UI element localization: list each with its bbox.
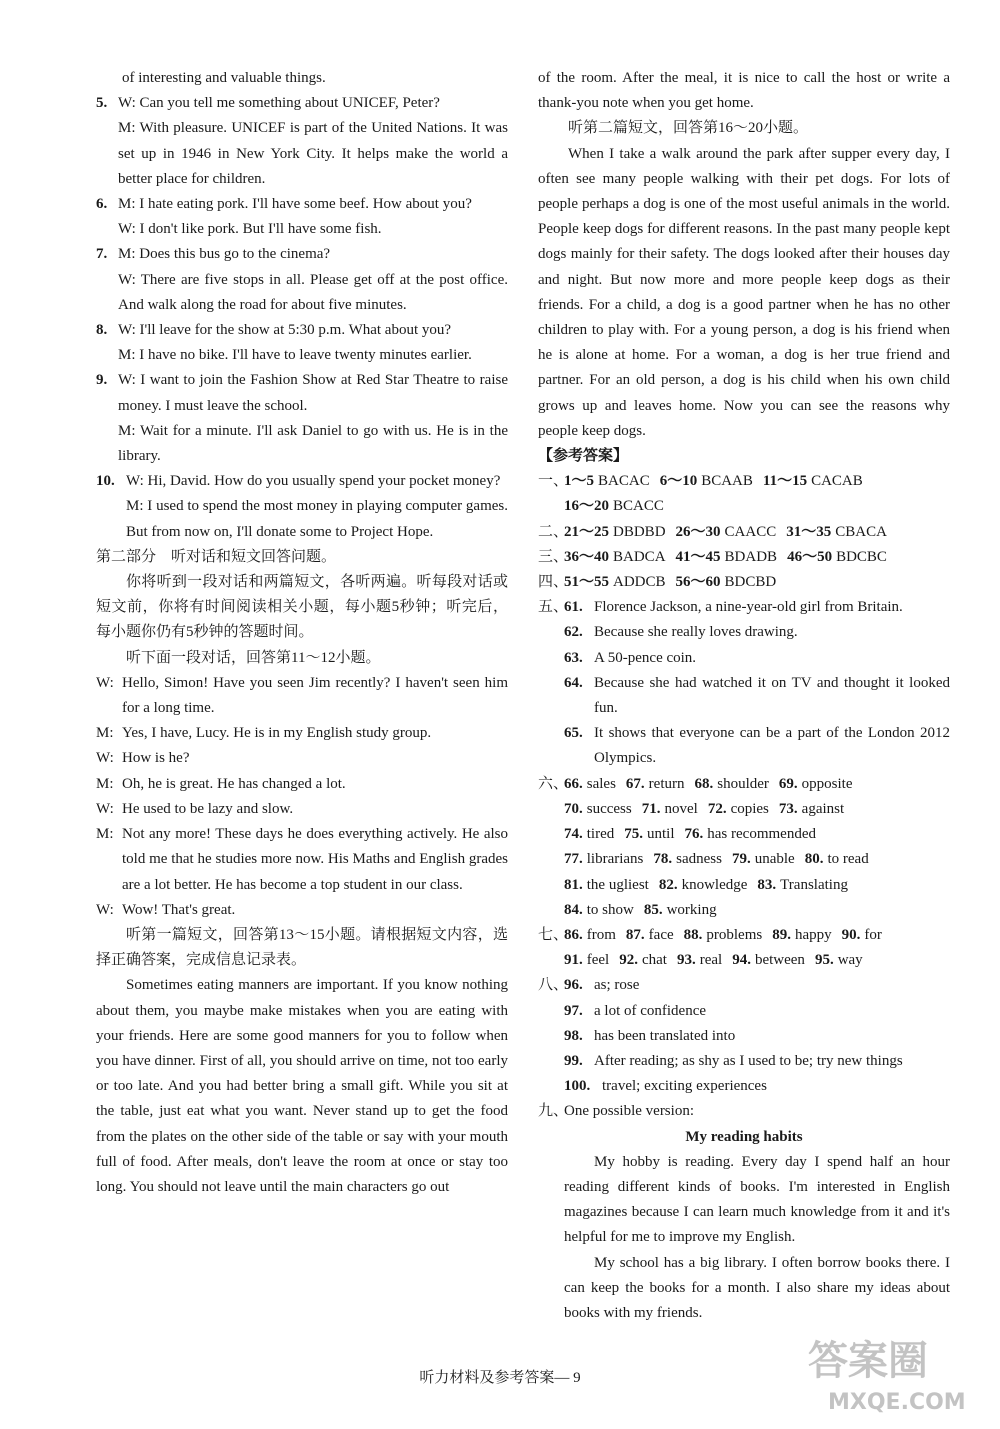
answer-text: working (666, 901, 717, 918)
essay-paragraph: My hobby is reading. Every day I spend half an hour reading different kinds of books. I'm interested in English magazines because I can learn much knowledge from it and it's helpful for me to improve my English. (564, 1153, 950, 1246)
answer-text: happy (794, 926, 832, 943)
answer-group (564, 545, 666, 570)
item-number: 62. (564, 624, 583, 641)
item-number: 72. (707, 800, 727, 817)
answer-text: shoulder (717, 775, 769, 792)
range: 21～25 (564, 523, 610, 540)
answer-text: It shows that everyone can be a part of the London 2012 Olympics. (594, 725, 950, 767)
speech: Hello, Simon! Have you seen Jim recently? I haven't seen him for a long time. (122, 674, 508, 717)
answer-section-2 (538, 520, 950, 545)
range: 1～5 (564, 473, 595, 490)
item-number: 100. (564, 1078, 591, 1095)
answers: CBACA (835, 523, 887, 540)
answer-group (676, 520, 777, 545)
answer-text: between (754, 952, 805, 969)
right-column (538, 66, 950, 1326)
answers: BDCBC (836, 548, 887, 565)
answer-section-6 (538, 772, 950, 923)
section-mark: 五、 (538, 599, 569, 616)
answer-group (786, 520, 887, 545)
range: 11～15 (762, 473, 808, 490)
speech: He used to be lazy and slow. (122, 800, 294, 817)
answer-item (564, 1049, 950, 1074)
dialogue-line (96, 671, 508, 721)
answer-group (763, 469, 863, 494)
answers: DBDBD (613, 523, 666, 540)
passage-two: When I take a walk around the park after supper every day, I often see many people walking with their pet dogs. For lots of people perhaps a dog is one of the most useful animals in the world. People keep dogs for different reasons. In the past many people kept dogs mainly for their safety. The dogs looked after their houses day and night. But now more and more people keep dogs as their friends. For a child, a dog is a good partner when he has no other children to play with. For a young person, a dog is his friend when he is alone at home. For a woman, a dog is her true friend and partner. For an old person, a dog is his child when his own child grows up and leaves home. Now you can see the reasons why people keep dogs. (538, 145, 950, 439)
answers: CAACC (724, 523, 777, 540)
dialogue-line (96, 797, 508, 822)
item-number: 97. (564, 1002, 583, 1019)
answer-text: until (647, 826, 675, 843)
answer-item (564, 595, 950, 620)
item-number: 64. (564, 674, 583, 691)
speech: Wow! That's great. (122, 901, 236, 918)
answer-item (564, 1024, 950, 1049)
watermark-logo (798, 1324, 968, 1419)
dialogue-line (96, 898, 508, 923)
answer-group (676, 545, 778, 570)
answer-text: has recommended (707, 826, 816, 843)
speaker: W: (96, 800, 114, 817)
section-mark: 七、 (538, 926, 569, 943)
passage-one: Sometimes eating manners are important. If you know nothing about them, you maybe make mistakes when you are eating with your friends. Here are some good manners for you to follow when you have dinner. First of all, you should arrive on time, not too early or too late. And you had better bring a small gift. While you sit at the table, just eat what you want. Never stand up to get the food from the plates on the other side of the table or say with your mouth full of food. After meals, don't leave the room at once or stay too long. You should not leave until the main characters go out (96, 977, 508, 1195)
speech: Not any more! These days he does everything actively. He also told me that he studies more now. His Maths and English grades are a lot better. He has become a top student in our class. (122, 826, 508, 893)
speaker-line: W: Hi, David. How do you usually spend your pocket money? (126, 473, 501, 490)
answer-item (564, 721, 950, 771)
speaker-line: M: With pleasure. UNICEF is part of the United Nations. It was set up in 1946 in New York City. It helps make the world a better place for children. (118, 120, 508, 187)
answers: BDADB (724, 548, 778, 565)
dialogue-11-12 (96, 671, 508, 923)
speaker-line: W: Can you tell me something about UNICEF, Peter? (118, 95, 440, 112)
item-number: 96. (564, 977, 583, 994)
dialogue-line (96, 721, 508, 746)
dialogue-6 (96, 192, 508, 242)
speaker-line: W: I want to join the Fashion Show at Red Star Theatre to raise money. I must leave the school. (118, 372, 508, 414)
range: 16～20 (564, 498, 610, 515)
answers: BADCA (613, 548, 666, 565)
range: 56～60 (675, 574, 721, 591)
answers: BDCBD (724, 574, 777, 591)
answer-text: chat (641, 952, 667, 969)
answer-row (564, 898, 950, 923)
speaker: M: (96, 725, 114, 742)
speaker-line: M: Does this bus go to the cinema? (118, 246, 331, 263)
answers: BCACC (613, 498, 664, 515)
dialogue-intro: 听下面一段对话，回答第11～12小题。 (126, 649, 381, 666)
speech: Yes, I have, Lucy. He is in my English study group. (122, 725, 432, 742)
essay (538, 1150, 950, 1326)
dialogue-line (96, 772, 508, 797)
dialogue-line (96, 822, 508, 898)
item-number: 79. (731, 851, 751, 868)
essay-title: My reading habits (685, 1128, 803, 1145)
range: 46～50 (787, 548, 833, 565)
section-mark: 八、 (538, 977, 569, 994)
answer-text: for (864, 926, 882, 943)
item-number: 63. (564, 649, 583, 666)
answers: BACAC (598, 473, 650, 490)
answer-text: way (837, 952, 863, 969)
answer-text: After reading; as shy as I used to be; try new things (594, 1052, 903, 1069)
item-number: 82. (658, 876, 678, 893)
range: 31～35 (786, 523, 832, 540)
item-number: 77. (564, 851, 583, 868)
answer-text: Florence Jackson, a nine-year-old girl from Britain. (594, 599, 903, 616)
left-column (96, 66, 508, 1200)
answer-row (564, 847, 950, 872)
dialogue-8 (96, 318, 508, 368)
answer-group (660, 469, 753, 494)
item-number: 8. (96, 322, 108, 339)
item-number: 94. (732, 952, 751, 969)
answer-text: from (586, 926, 616, 943)
item-number: 92. (619, 952, 638, 969)
item-number: 74. (564, 826, 583, 843)
section-mark: 六、 (538, 775, 569, 792)
answer-text: Because she had watched it on TV and thought it looked fun. (594, 674, 950, 717)
answer-section-5 (538, 595, 950, 771)
part-two-instructions: 你将听到一段对话和两篇短文，各听两遍。听每段对话或短文前，你将有时间阅读相关小题，每小题5秒钟；听完后，每小题你仍有5秒钟的答题时间。 (96, 574, 508, 641)
dialogue-9 (96, 368, 508, 469)
speaker: M: (96, 826, 114, 843)
dialogue-7 (96, 242, 508, 318)
answer-text: sadness (676, 851, 722, 868)
speaker: W: (96, 901, 114, 918)
answer-item (564, 620, 950, 645)
item-number: 68. (694, 775, 714, 792)
svg-text:答案圈: 答案圈 (808, 1338, 928, 1384)
answer-item (564, 671, 950, 721)
item-number: 65. (564, 725, 583, 742)
answer-item (564, 1074, 950, 1099)
answers: BCAAB (701, 473, 753, 490)
answer-section-1 (538, 469, 950, 519)
section-text: One possible version: (564, 1103, 694, 1120)
item-number: 61. (564, 599, 583, 616)
item-number: 89. (772, 926, 791, 943)
passage-one-end: of the room. After the meal, it is nice to call the host or write a thank-you note when you get home. (538, 70, 950, 112)
item-number: 9. (96, 372, 108, 389)
speaker: M: (96, 775, 114, 792)
item-number: 81. (564, 876, 583, 893)
answer-text: against (801, 800, 845, 817)
answer-text: Because she really loves drawing. (594, 624, 798, 641)
item-number: 70. (564, 800, 583, 817)
answer-row (564, 923, 950, 948)
answer-item (564, 999, 950, 1024)
range: 36～40 (564, 548, 610, 565)
answer-text: tired (586, 826, 615, 843)
answer-text: return (648, 775, 685, 792)
dialogue-line (96, 746, 508, 771)
section-mark: 九、 (538, 1103, 569, 1120)
answers-heading: 【参考答案】 (538, 448, 629, 465)
answer-text: sales (586, 775, 616, 792)
answer-text: face (648, 926, 674, 943)
answer-text: Translating (780, 876, 848, 893)
answer-item (564, 646, 950, 671)
item-number: 88. (683, 926, 703, 943)
speech: How is he? (122, 750, 190, 767)
answer-row (564, 873, 950, 898)
item-number: 7. (96, 246, 108, 263)
answer-section-8 (538, 973, 950, 1099)
dialogue-5 (96, 91, 508, 192)
item-number: 6. (96, 196, 108, 213)
speaker-line: M: I used to spend the most money in playing computer games. But from now on, I'll donate some to Project Hope. (126, 498, 508, 540)
answer-text: librarians (586, 851, 644, 868)
item-number: 5. (96, 95, 108, 112)
speaker-line: W: I'll leave for the show at 5:30 p.m. What about you? (118, 322, 452, 339)
answer-section-9 (538, 1099, 950, 1124)
item-number: 93. (676, 952, 696, 969)
line-cont: of interesting and valuable things. (122, 70, 326, 86)
dialogue-10 (96, 469, 508, 545)
item-number: 90. (841, 926, 861, 943)
passage-two-intro: 听第二篇短文，回答第16～20小题。 (568, 120, 809, 137)
essay-paragraph: My school has a big library. I often borrow books there. I can keep the books for a month. I also share my ideas about books with my friends. (564, 1254, 950, 1321)
answer-text: novel (664, 800, 698, 817)
speaker: W: (96, 750, 114, 767)
answer-text: problems (706, 926, 763, 943)
answers: CACAB (811, 473, 863, 490)
item-number: 67. (625, 775, 645, 792)
range: 26～30 (675, 523, 721, 540)
speaker-line: W: I don't like pork. But I'll have some fish. (118, 221, 382, 238)
item-number: 83. (757, 876, 777, 893)
part-two-heading: 第二部分 听对话和短文回答问题。 (96, 548, 337, 565)
page-footer: 听力材料及参考答案— 9 (419, 1370, 581, 1386)
answer-group (564, 494, 664, 519)
item-number: 78. (653, 851, 673, 868)
range: 51～55 (564, 574, 610, 591)
item-number: 75. (624, 826, 643, 843)
section-mark: 三、 (538, 548, 569, 565)
item-number: 87. (625, 926, 645, 943)
answer-text: success (586, 800, 632, 817)
answer-section-7 (538, 923, 950, 973)
svg-text:MXQE.COM: MXQE.COM (828, 1390, 966, 1415)
range: 6～10 (659, 473, 698, 490)
speech: Oh, he is great. He has changed a lot. (122, 775, 346, 792)
range: 41～45 (675, 548, 721, 565)
answer-text: a lot of confidence (594, 1002, 707, 1019)
answer-text: feel (586, 952, 610, 969)
answers: ADDCB (613, 574, 666, 591)
answer-row (564, 797, 950, 822)
item-number: 86. (564, 926, 583, 943)
item-number: 85. (643, 901, 663, 918)
speaker-line: M: I hate eating pork. I'll have some beef. How about you? (118, 196, 472, 213)
section-mark: 四、 (538, 574, 569, 591)
item-number: 95. (814, 952, 834, 969)
item-number: 69. (778, 775, 798, 792)
answer-text: has been translated into (594, 1027, 736, 1044)
item-number: 84. (564, 901, 583, 918)
answer-text: A 50-pence coin. (594, 649, 697, 666)
answer-section-4 (538, 570, 950, 595)
item-number: 76. (684, 826, 704, 843)
answer-group (787, 545, 887, 570)
answer-text: real (699, 952, 723, 969)
answer-row (564, 822, 950, 847)
speaker: W: (96, 674, 114, 691)
answer-group (564, 520, 666, 545)
item-number: 10. (96, 473, 115, 490)
item-number: 99. (564, 1052, 583, 1069)
answer-text: to show (586, 901, 634, 918)
item-number: 91. (564, 952, 583, 969)
speaker-line: M: I have no bike. I'll have to leave twenty minutes earlier. (118, 347, 472, 364)
answer-row (564, 948, 950, 973)
speaker-line: W: There are five stops in all. Please get off at the post office. And walk along the road for about five minutes. (118, 271, 508, 313)
item-number: 98. (564, 1027, 583, 1044)
answer-text: to read (827, 851, 869, 868)
answer-group (564, 570, 666, 595)
item-number: 66. (564, 775, 583, 792)
answer-group (676, 570, 777, 595)
speaker-line: M: Wait for a minute. I'll ask Daniel to go with us. He is in the library. (118, 422, 508, 465)
item-number: 73. (778, 800, 798, 817)
answer-text: opposite (801, 775, 853, 792)
answer-text: unable (754, 851, 795, 868)
answer-item (564, 973, 950, 998)
answer-text: as; rose (594, 977, 640, 994)
answer-text: travel; exciting experiences (602, 1078, 767, 1095)
item-number: 71. (641, 800, 661, 817)
answer-section-3 (538, 545, 950, 570)
section-mark: 二、 (538, 523, 569, 540)
item-number: 80. (804, 851, 824, 868)
answer-text: the ugliest (586, 876, 649, 893)
answer-group (564, 469, 650, 494)
section-mark: 一、 (538, 473, 569, 490)
passage-one-intro: 听第一篇短文，回答第13～15小题。请根据短文内容，选择正确答案，完成信息记录表。 (96, 926, 508, 969)
answer-row (564, 772, 950, 797)
answer-text: copies (730, 800, 769, 817)
answer-text: knowledge (681, 876, 748, 893)
